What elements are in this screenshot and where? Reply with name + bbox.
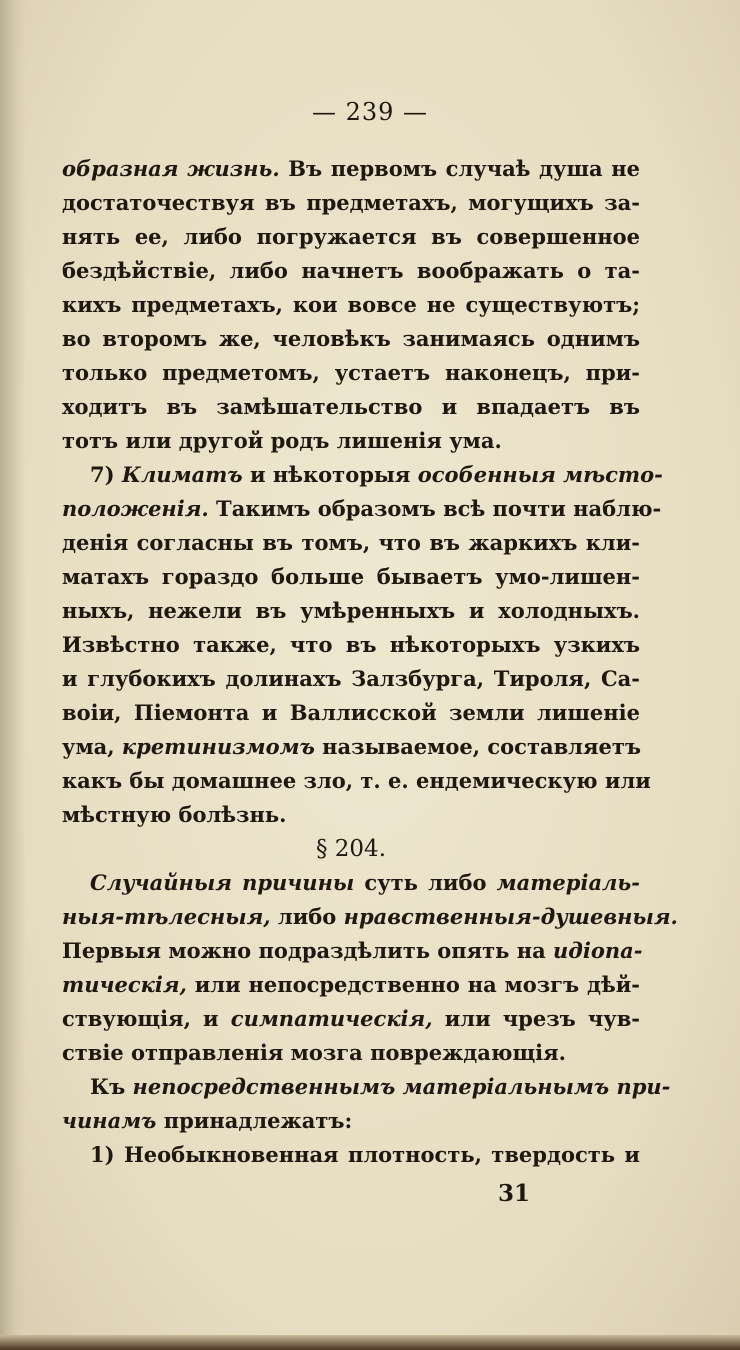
text-line bbox=[62, 1104, 640, 1138]
text-span: или чрезъ чув- bbox=[432, 1006, 641, 1031]
text-span: либо bbox=[270, 904, 344, 929]
text-line: денія согласны въ томъ, что въ жаркихъ кли- bbox=[62, 530, 640, 555]
italic-phrase: Случайныя причины bbox=[90, 870, 355, 895]
text-line bbox=[62, 900, 678, 934]
text-line: ствіе отправленія мозга повреждающія. bbox=[62, 1040, 566, 1065]
italic-phrase: тическія, bbox=[62, 972, 187, 997]
italic-phrase: непосредственнымъ матеріальнымъ при- bbox=[132, 1074, 671, 1099]
text-span: 7) bbox=[90, 462, 122, 487]
text-line: какъ бы домашнее зло, т. е. ендемическую или bbox=[62, 768, 651, 793]
italic-phrase: особенныя мѣсто- bbox=[417, 462, 663, 487]
text-line bbox=[62, 730, 640, 764]
italic-phrase: положенія. bbox=[62, 496, 209, 521]
italic-phrase: кретинизмомъ bbox=[121, 734, 315, 759]
text-line bbox=[62, 1002, 640, 1036]
text-line: ныхъ, нежели въ умѣренныхъ и холодныхъ. bbox=[62, 598, 640, 623]
text-line bbox=[62, 152, 640, 186]
text-span: принадлежатъ: bbox=[156, 1108, 353, 1133]
page-number-header: — 239 — bbox=[311, 98, 429, 126]
page-bottom-edge bbox=[0, 1335, 740, 1350]
text-line: матахъ гораздо больше бываетъ умо-лишен- bbox=[62, 564, 640, 589]
italic-phrase: идіопа- bbox=[553, 938, 643, 963]
text-line bbox=[62, 866, 640, 900]
text-line: только предметомъ, устаетъ наконецъ, при- bbox=[62, 360, 640, 385]
text-span: и нѣкоторыя bbox=[242, 462, 418, 487]
text-line: тотъ или другой родъ лишенія ума. bbox=[62, 428, 502, 453]
text-span: Къ bbox=[90, 1074, 133, 1099]
text-line bbox=[62, 458, 663, 492]
text-span: суть либо bbox=[354, 870, 497, 895]
signature-mark: 31 bbox=[498, 1180, 531, 1207]
italic-phrase: чинамъ bbox=[62, 1108, 157, 1133]
text-line: ходитъ въ замѣшательство и впадаетъ въ bbox=[62, 394, 640, 419]
text-line: достаточествуя въ предметахъ, могущихъ за- bbox=[62, 190, 640, 215]
page-gutter-shadow bbox=[0, 0, 26, 1350]
text-span: называемое, составляетъ bbox=[314, 734, 641, 759]
text-line bbox=[62, 934, 643, 968]
text-line: Извѣстно также, что въ нѣкоторыхъ узкихъ bbox=[62, 632, 640, 657]
text-line: и глубокихъ долинахъ Залзбурга, Тироля, Са- bbox=[62, 666, 640, 691]
section-heading: § 204. bbox=[315, 836, 387, 862]
text-line: воіи, Піемонта и Валлисской земли лишеніе bbox=[62, 700, 640, 725]
text-span: ума, bbox=[62, 734, 122, 759]
text-span: или непосредственно на мозгъ дѣй- bbox=[186, 972, 640, 997]
italic-phrase: образная жизнь. bbox=[62, 156, 280, 181]
text-span: Такимъ образомъ всѣ почти наблю- bbox=[208, 496, 662, 521]
text-line: кихъ предметахъ, кои вовсе не существуютъ; bbox=[62, 292, 640, 317]
text-line bbox=[62, 968, 640, 1002]
text-span: Первыя можно подраздѣлить опять на bbox=[62, 938, 554, 963]
text-line: 1) Необыкновенная плотность, твердость и bbox=[90, 1142, 640, 1167]
text-line bbox=[62, 1070, 671, 1104]
text-line bbox=[62, 492, 662, 526]
text-line: мѣстную болѣзнь. bbox=[62, 802, 287, 827]
italic-phrase: нравственныя-душевныя. bbox=[343, 904, 678, 929]
text-line: нять ее, либо погружается въ совершенное bbox=[62, 224, 640, 249]
text-line: бездѣйствіе, либо начнетъ воображать о та- bbox=[62, 258, 640, 283]
italic-phrase: Климатъ bbox=[121, 462, 243, 487]
text-span: Въ первомъ случаѣ душа не bbox=[279, 156, 640, 181]
italic-phrase: симпатическія, bbox=[230, 1006, 433, 1031]
text-line: во второмъ же, человѣкъ занимаясь однимъ bbox=[62, 326, 640, 351]
italic-phrase: ныя-тѣлесныя, bbox=[62, 904, 271, 929]
italic-phrase: матеріаль- bbox=[496, 870, 640, 895]
body-text bbox=[62, 152, 678, 1172]
text-span: ствующія, и bbox=[62, 1006, 231, 1031]
